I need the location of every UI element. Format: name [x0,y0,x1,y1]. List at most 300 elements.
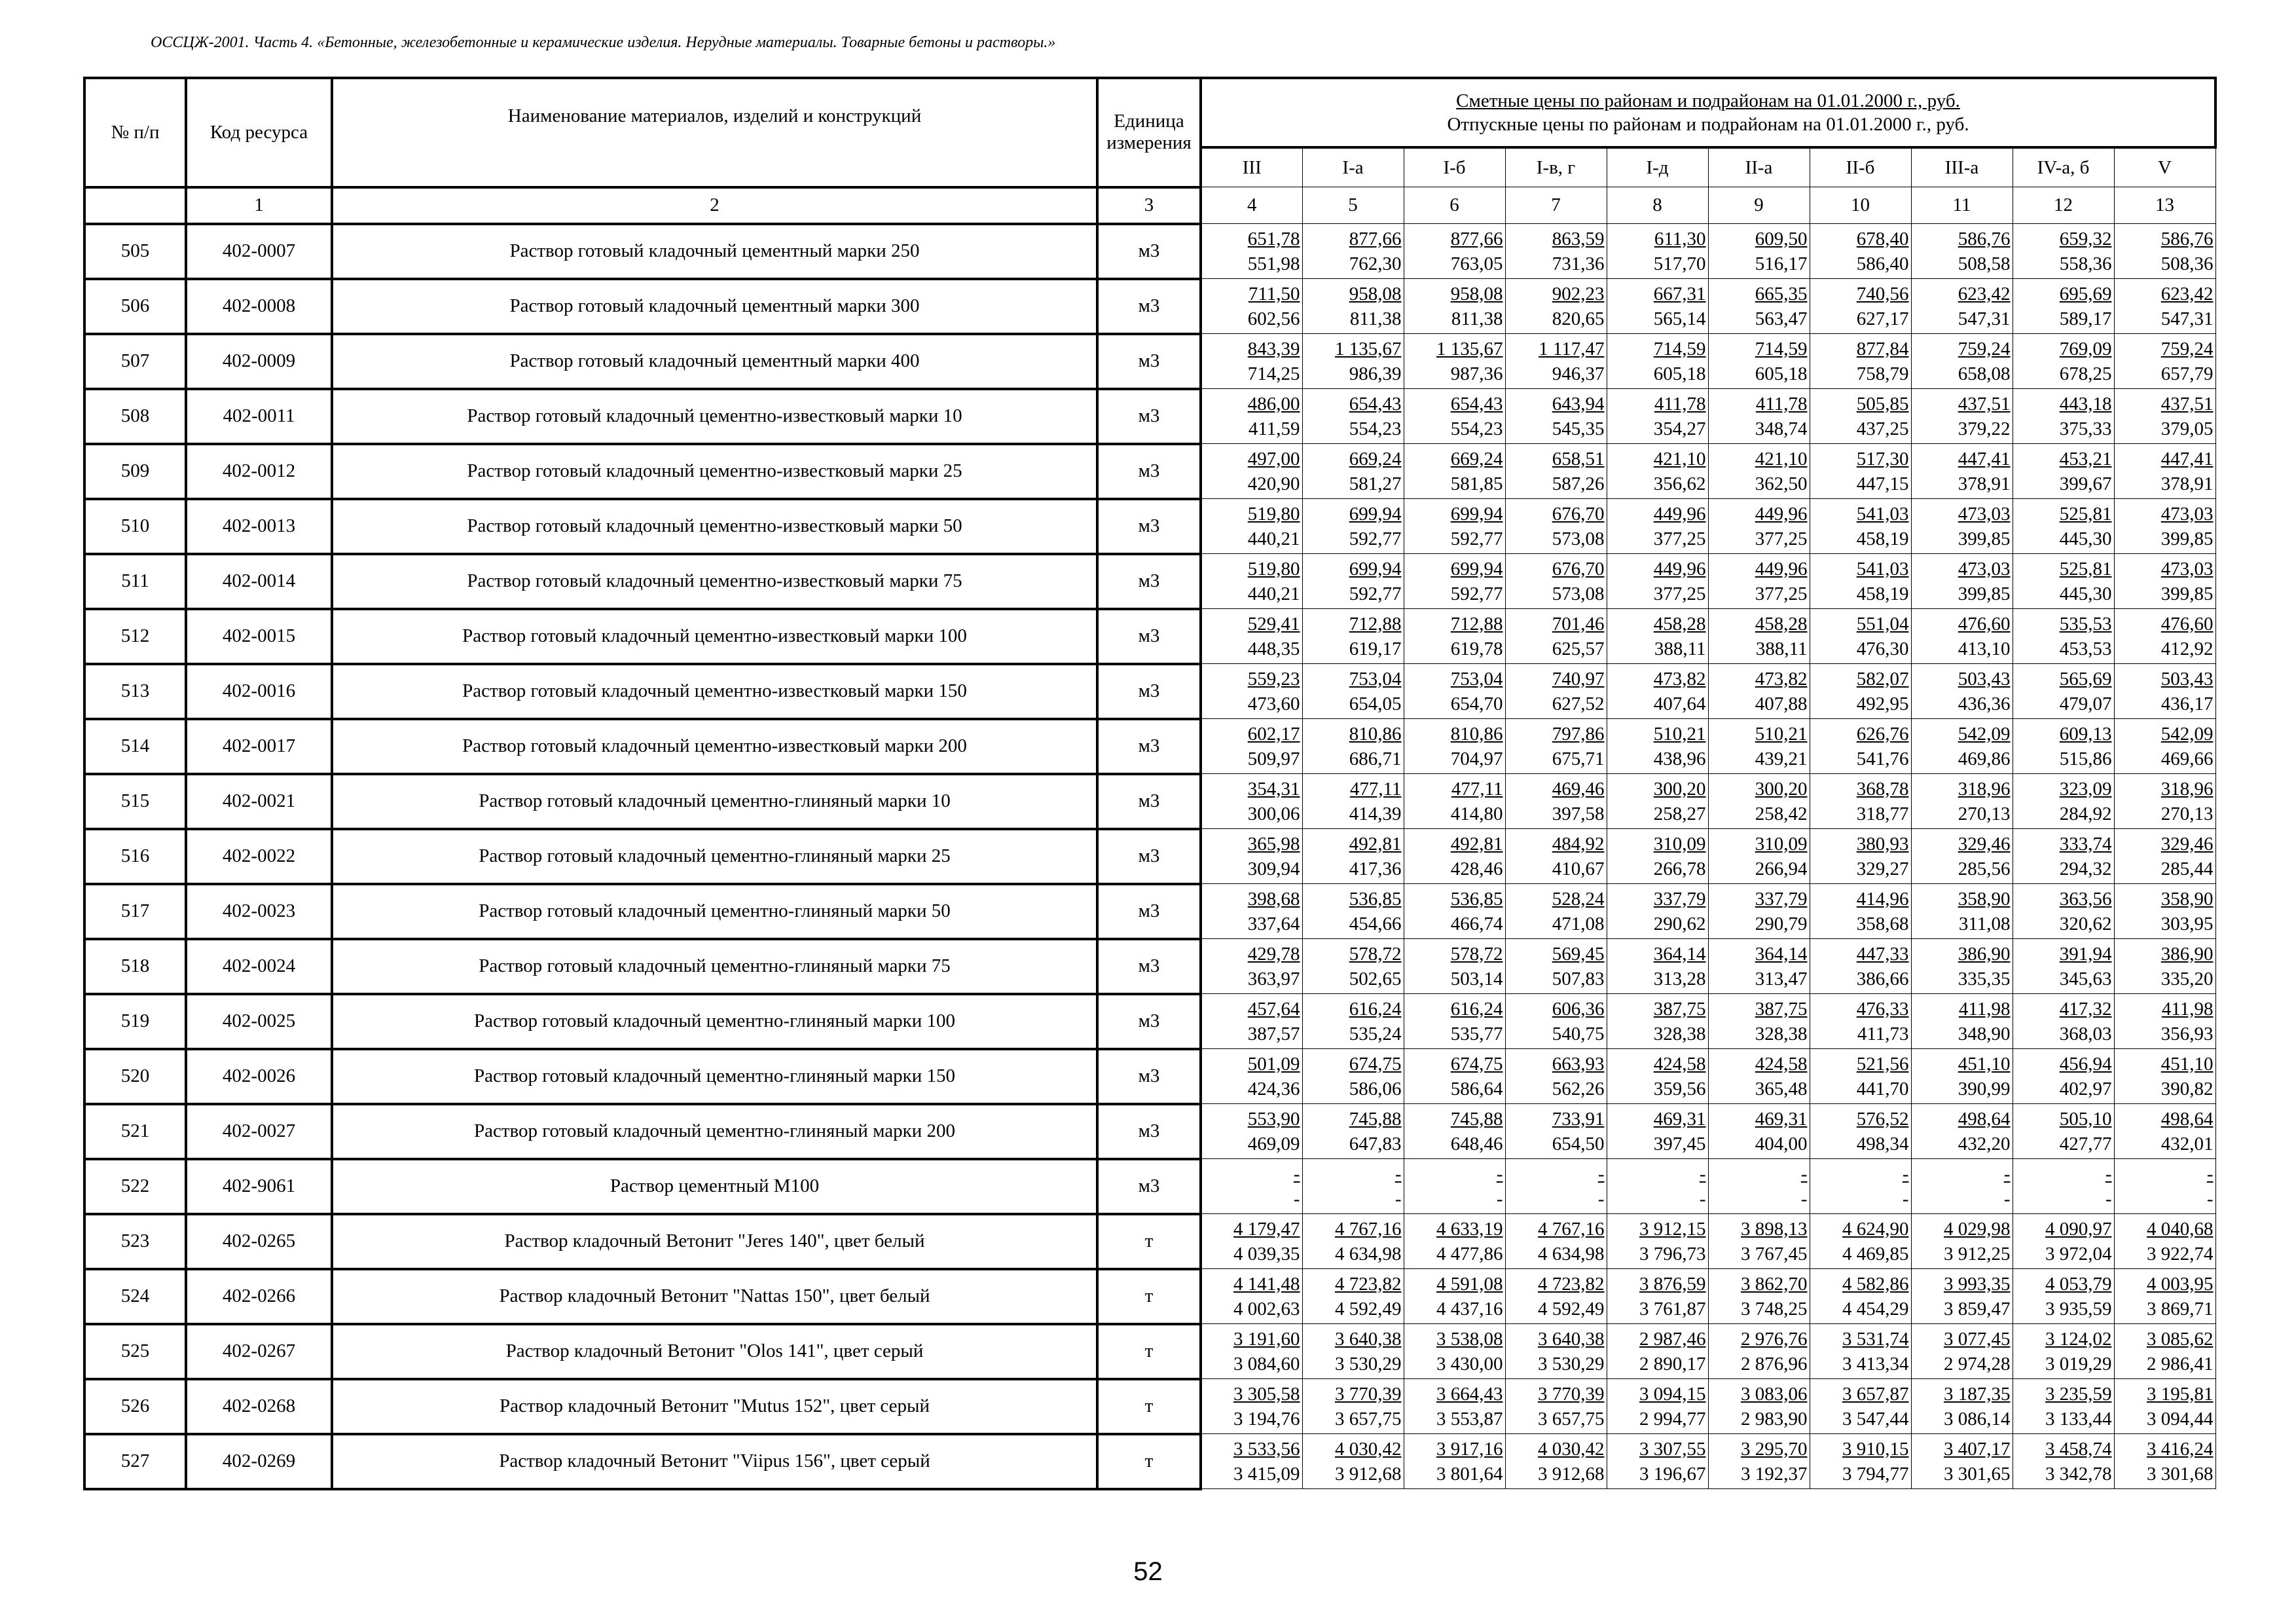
estimate-price: 429,78 [1247,943,1300,965]
table-row [84,334,2215,389]
estimate-price: 411,78 [1654,393,1706,415]
row-number: 521 [84,1104,186,1159]
release-price: 2 983,90 [1741,1408,1808,1430]
release-price: - [2206,1188,2214,1209]
estimate-price: 498,64 [1958,1108,2011,1130]
estimate-price: 411,98 [1958,998,2011,1020]
estimate-price: 535,53 [2059,613,2112,635]
release-price: 558,36 [2059,253,2112,274]
material-name: Раствор готовый кладочный цементно-известковый марки 200 [332,719,1097,774]
index-cell-blank [84,187,186,224]
price-cell [1302,1214,1404,1269]
release-price: 551,98 [1247,253,1300,274]
estimate-price: 4 767,16 [1335,1218,1402,1240]
release-price: 986,39 [1349,363,1402,384]
estimate-price: 3 191,60 [1233,1328,1300,1350]
release-price: 763,05 [1450,253,1503,274]
estimate-price: 3 458,74 [2045,1438,2112,1460]
release-price: 647,83 [1349,1133,1402,1154]
release-price: 4 454,29 [1842,1298,1909,1320]
estimate-price: 486,00 [1247,393,1300,415]
price-cell [1404,224,1505,279]
price-cell [1607,829,1708,884]
release-price: 397,45 [1653,1133,1706,1154]
estimate-price: 654,43 [1349,393,1402,415]
price-cell [2013,334,2114,389]
price-cell [1708,1159,1810,1214]
material-name: Раствор готовый кладочный цементно-глиняный марки 150 [332,1049,1097,1104]
estimate-price: 711,50 [1248,283,1300,304]
estimate-price: 659,32 [2059,228,2112,249]
release-price: 658,08 [1958,363,2011,384]
estimate-price: 358,90 [1958,888,2011,910]
release-price: 4 477,86 [1436,1243,1503,1264]
estimate-price: 424,58 [1653,1053,1706,1075]
estimate-price: 541,03 [1856,503,1909,525]
estimate-price: 654,43 [1450,393,1503,415]
estimate-price: 451,10 [1958,1053,2011,1075]
row-number: 512 [84,609,186,664]
material-name: Раствор готовый кладочный цементно-глиняный марки 10 [332,774,1097,829]
price-cell [1911,829,2013,884]
price-cell [1404,719,1505,774]
resource-code: 402-0266 [186,1269,332,1324]
release-price: 507,83 [1552,968,1605,989]
price-cell [1911,1049,2013,1104]
price-cell [1201,609,1302,664]
price-cell [1607,1049,1708,1104]
price-cell [2013,389,2114,444]
release-price: 508,36 [2160,253,2214,274]
release-price: 414,39 [1349,803,1402,824]
price-cell [1810,884,1911,939]
estimate-price: 695,69 [2059,283,2112,304]
table-row [84,1214,2215,1269]
release-price: 441,70 [1856,1078,1909,1099]
price-cell [1911,774,2013,829]
release-price: 586,40 [1856,253,1909,274]
estimate-price: 411,78 [1755,393,1808,415]
estimate-price: 1 135,67 [1436,338,1503,360]
estimate-price: 365,98 [1247,833,1300,855]
estimate-price: 3 094,15 [1639,1383,1706,1405]
estimate-price: 411,98 [2161,998,2214,1020]
estimate-price: 569,45 [1552,943,1605,965]
price-cell [2013,279,2114,334]
estimate-price: 582,07 [1856,668,1909,690]
price-cell [1708,884,1810,939]
price-cell [2114,664,2215,719]
price-cell [1201,224,1302,279]
estimate-price: 733,91 [1552,1108,1605,1130]
estimate-price: 753,04 [1349,668,1402,690]
estimate-price: 665,35 [1755,283,1808,304]
estimate-price: 3 640,38 [1538,1328,1605,1350]
release-price: 427,77 [2059,1133,2112,1154]
price-cell [1201,1269,1302,1324]
release-price: 458,19 [1856,528,1909,549]
release-price: 407,88 [1755,693,1808,714]
estimate-price: 424,58 [1755,1053,1808,1075]
row-number: 525 [84,1324,186,1379]
estimate-price: 4 030,42 [1538,1438,1605,1460]
release-price: 469,86 [1958,748,2011,769]
row-number: 513 [84,664,186,719]
estimate-price: 318,96 [2160,778,2214,800]
index-cell: 11 [1911,187,2013,224]
price-cell [1708,994,1810,1049]
estimate-price: 503,43 [2160,668,2214,690]
price-cell [1911,1104,2013,1159]
price-cell [1302,939,1404,994]
estimate-price: 699,94 [1450,558,1503,580]
material-name: Раствор готовый кладочный цементно-известковый марки 25 [332,444,1097,499]
release-price: 404,00 [1755,1133,1808,1154]
release-price: 469,66 [2160,748,2214,769]
price-cell [1607,554,1708,609]
estimate-price: 3 307,55 [1639,1438,1706,1460]
price-cell [1505,1324,1607,1379]
estimate-price: 469,46 [1552,778,1605,800]
table-row [84,224,2215,279]
material-name: Раствор кладочный Ветонит "Olos 141", цвет серый [332,1324,1097,1379]
release-price: 437,25 [1856,418,1909,439]
release-price: 581,85 [1450,473,1503,494]
unit-cell: м3 [1097,1159,1201,1214]
release-price: 4 592,49 [1538,1298,1605,1320]
price-cell [1911,1214,2013,1269]
unit-cell: м3 [1097,829,1201,884]
release-price: 654,50 [1552,1133,1605,1154]
estimate-price: 759,24 [2160,338,2214,360]
price-cell [1708,279,1810,334]
release-price: 3 935,59 [2045,1298,2112,1320]
price-cell [1505,939,1607,994]
release-price: 313,28 [1653,968,1706,989]
estimate-price: 4 003,95 [2147,1273,2214,1295]
release-price: 586,06 [1349,1078,1402,1099]
estimate-price: 473,03 [2160,558,2214,580]
estimate-price: 447,33 [1856,943,1909,965]
release-price: 762,30 [1349,253,1402,274]
resource-code: 402-0021 [186,774,332,829]
price-cell [2013,884,2114,939]
price-cell [1404,279,1505,334]
release-price: 592,77 [1450,583,1503,604]
release-price: 294,32 [2059,858,2112,879]
estimate-price: 519,80 [1247,558,1300,580]
release-price: 508,58 [1958,253,2011,274]
price-cell [1505,334,1607,389]
table-row [84,554,2215,609]
release-price: 318,77 [1856,803,1909,824]
release-price: 362,50 [1755,473,1808,494]
price-cell [1708,224,1810,279]
estimate-price: 449,96 [1755,558,1808,580]
unit-cell: м3 [1097,1049,1201,1104]
release-price: 3 547,44 [1842,1408,1909,1430]
region-header: II-а [1708,147,1810,187]
price-cell [1302,609,1404,664]
release-price: 311,08 [1958,913,2011,934]
resource-code: 402-0024 [186,939,332,994]
table-row [84,994,2215,1049]
material-name: Раствор готовый кладочный цементно-глиняный марки 200 [332,1104,1097,1159]
estimate-price: 3 305,58 [1233,1383,1300,1405]
price-cell [1708,554,1810,609]
price-cell [1201,664,1302,719]
release-price: 675,71 [1552,748,1605,769]
estimate-price: - [1394,1163,1402,1185]
region-header: II-б [1810,147,1911,187]
price-cell [2013,664,2114,719]
release-price: 348,90 [1958,1023,2011,1044]
table-row [84,774,2215,829]
price-cell [2114,774,2215,829]
price-cell [1302,444,1404,499]
release-price: 390,82 [2160,1078,2214,1099]
price-cell [1201,1214,1302,1269]
unit-cell: т [1097,1434,1201,1489]
price-cell [1708,609,1810,664]
price-cell [1810,664,1911,719]
release-price: 397,58 [1552,803,1605,824]
table-row [84,719,2215,774]
estimate-price: 380,93 [1856,833,1909,855]
release-price: 436,36 [1958,693,2011,714]
estimate-price: 699,94 [1349,558,1402,580]
estimate-price: 843,39 [1247,338,1300,360]
estimate-price: 541,03 [1856,558,1909,580]
release-price: 2 974,28 [1944,1353,2011,1375]
price-cell [1404,1159,1505,1214]
estimate-price: 3 295,70 [1741,1438,1808,1460]
price-cell [1404,1434,1505,1489]
price-cell [2013,939,2114,994]
estimate-price: 421,10 [1653,448,1706,470]
estimate-price: 451,10 [2160,1053,2214,1075]
estimate-price: 391,94 [2059,943,2112,965]
material-name: Раствор готовый кладочный цементно-глиняный марки 75 [332,939,1097,994]
unit-cell: м3 [1097,609,1201,664]
row-number: 515 [84,774,186,829]
resource-code: 402-0025 [186,994,332,1049]
estimate-price: 310,09 [1755,833,1808,855]
release-price: 290,79 [1755,913,1808,934]
material-name: Раствор готовый кладочный цементно-известковый марки 150 [332,664,1097,719]
price-cell [1404,334,1505,389]
price-cell [1607,334,1708,389]
price-cell [1505,444,1607,499]
release-price: 3 194,76 [1233,1408,1300,1430]
page-number: 52 [1133,1557,1163,1586]
price-cell [1708,774,1810,829]
resource-code: 402-0026 [186,1049,332,1104]
price-cell [1607,1269,1708,1324]
price-cell [1810,279,1911,334]
release-price: 811,38 [1349,308,1402,329]
release-price: 547,31 [1958,308,2011,329]
estimate-price: 623,42 [1958,283,2011,304]
estimate-price: 676,70 [1552,558,1605,580]
estimate-price: 3 416,24 [2147,1438,2214,1460]
estimate-price: 4 179,47 [1233,1218,1300,1240]
estimate-price: 476,33 [1856,998,1909,1020]
price-cell [1708,1214,1810,1269]
price-cell [1911,609,2013,664]
price-cell [1201,884,1302,939]
release-price: 541,76 [1856,748,1909,769]
estimate-price: 3 235,59 [2045,1383,2112,1405]
release-price: 379,05 [2160,418,2214,439]
price-cell [1607,1324,1708,1379]
unit-cell: м3 [1097,664,1201,719]
release-price: 466,74 [1450,913,1503,934]
estimate-price: 505,10 [2059,1108,2112,1130]
estimate-price: 337,79 [1755,888,1808,910]
estimate-price: 517,30 [1856,448,1909,470]
unit-cell: т [1097,1379,1201,1434]
release-price: 4 592,49 [1335,1298,1402,1320]
unit-cell: м3 [1097,939,1201,994]
release-price: 657,79 [2160,363,2214,384]
release-price: 365,48 [1755,1078,1808,1099]
price-cell [1911,1159,2013,1214]
release-price: 498,34 [1856,1133,1909,1154]
estimate-price: 329,46 [1958,833,2011,855]
estimate-price: 4 040,68 [2147,1218,2214,1240]
estimate-price: 536,85 [1349,888,1402,910]
price-cell [1708,389,1810,444]
estimate-price: 525,81 [2059,558,2112,580]
price-cell [1302,334,1404,389]
release-price: - [1699,1188,1706,1209]
estimate-price: 4 723,82 [1538,1273,1605,1295]
estimate-price: 492,81 [1349,833,1402,855]
release-price: 335,20 [2160,968,2214,989]
estimate-price: 469,31 [1653,1108,1706,1130]
release-price: 3 796,73 [1639,1243,1706,1264]
release-price: 540,75 [1552,1023,1605,1044]
release-price: 3 972,04 [2045,1243,2112,1264]
estimate-price: 449,96 [1653,503,1706,525]
unit-cell: м3 [1097,279,1201,334]
release-price: 290,62 [1653,913,1706,934]
price-cell [1505,1214,1607,1269]
region-header: I-в, г [1505,147,1607,187]
estimate-price: 609,50 [1755,228,1808,249]
price-cell [1607,1159,1708,1214]
row-number: 519 [84,994,186,1049]
estimate-price: 4 141,48 [1233,1273,1300,1295]
estimate-price: 542,09 [1958,723,2011,745]
price-cell [1505,664,1607,719]
price-cell [1201,774,1302,829]
price-cell [1708,499,1810,554]
price-cell [2013,224,2114,279]
estimate-price: 476,60 [2160,613,2214,635]
header-name: Наименование материалов, изделий и конструкций [332,78,1097,187]
price-cell [1607,994,1708,1049]
index-cell: 8 [1607,187,1708,224]
estimate-price: 578,72 [1349,943,1402,965]
estimate-price: 323,09 [2059,778,2112,800]
price-cell [1201,719,1302,774]
row-number: 507 [84,334,186,389]
price-cell [1404,554,1505,609]
price-cell [1911,1434,2013,1489]
unit-cell: м3 [1097,554,1201,609]
estimate-price: - [1800,1163,1808,1185]
release-price: 300,06 [1247,803,1300,824]
row-number: 510 [84,499,186,554]
release-price: 258,42 [1755,803,1808,824]
price-cell [1708,1379,1810,1434]
estimate-price: 1 135,67 [1335,338,1402,360]
estimate-price: 386,90 [2160,943,2214,965]
price-cell [1302,1379,1404,1434]
estimate-price: 877,66 [1450,228,1503,249]
resource-code: 402-9061 [186,1159,332,1214]
estimate-price: 740,56 [1856,283,1909,304]
estimate-price: 676,70 [1552,503,1605,525]
release-price: 428,46 [1450,858,1503,879]
price-cell [2114,279,2215,334]
estimate-price: 501,09 [1247,1053,1300,1075]
price-cell [1708,829,1810,884]
estimate-price: 3 770,39 [1538,1383,1605,1405]
estimate-price: 421,10 [1755,448,1808,470]
price-cell [1302,1104,1404,1159]
release-price: 378,91 [2160,473,2214,494]
unit-cell: м3 [1097,334,1201,389]
region-header: V [2114,147,2215,187]
release-price: 3 133,44 [2045,1408,2112,1430]
material-name: Раствор готовый кладочный цементно-известковый марки 100 [332,609,1097,664]
price-cell [1708,719,1810,774]
estimate-price: 4 029,98 [1944,1218,2011,1240]
resource-code: 402-0014 [186,554,332,609]
price-cell [1911,719,2013,774]
estimate-price: 553,90 [1247,1108,1300,1130]
price-cell [1607,719,1708,774]
estimate-price: 4 633,19 [1436,1218,1503,1240]
release-price: 458,19 [1856,583,1909,604]
estimate-price: 310,09 [1653,833,1706,855]
release-price: 714,25 [1247,363,1300,384]
release-price: 545,35 [1552,418,1605,439]
unit-cell: м3 [1097,774,1201,829]
release-price: 4 039,35 [1233,1243,1300,1264]
price-cell [1607,1104,1708,1159]
estimate-price: 414,96 [1856,888,1909,910]
index-cell: 13 [2114,187,2215,224]
price-cell [1505,499,1607,554]
estimate-price: 492,81 [1450,833,1503,855]
region-header: I-а [1302,147,1404,187]
estimate-price: 797,86 [1552,723,1605,745]
table-row [84,1049,2215,1104]
estimate-price: 457,64 [1247,998,1300,1020]
material-name: Раствор готовый кладочный цементный марки 400 [332,334,1097,389]
row-number: 523 [84,1214,186,1269]
price-cell [1505,884,1607,939]
release-price: 648,46 [1450,1133,1503,1154]
estimate-price: 337,79 [1653,888,1706,910]
release-price: 335,35 [1958,968,2011,989]
release-price: 320,62 [2059,913,2112,934]
estimate-price: 3 862,70 [1741,1273,1808,1295]
